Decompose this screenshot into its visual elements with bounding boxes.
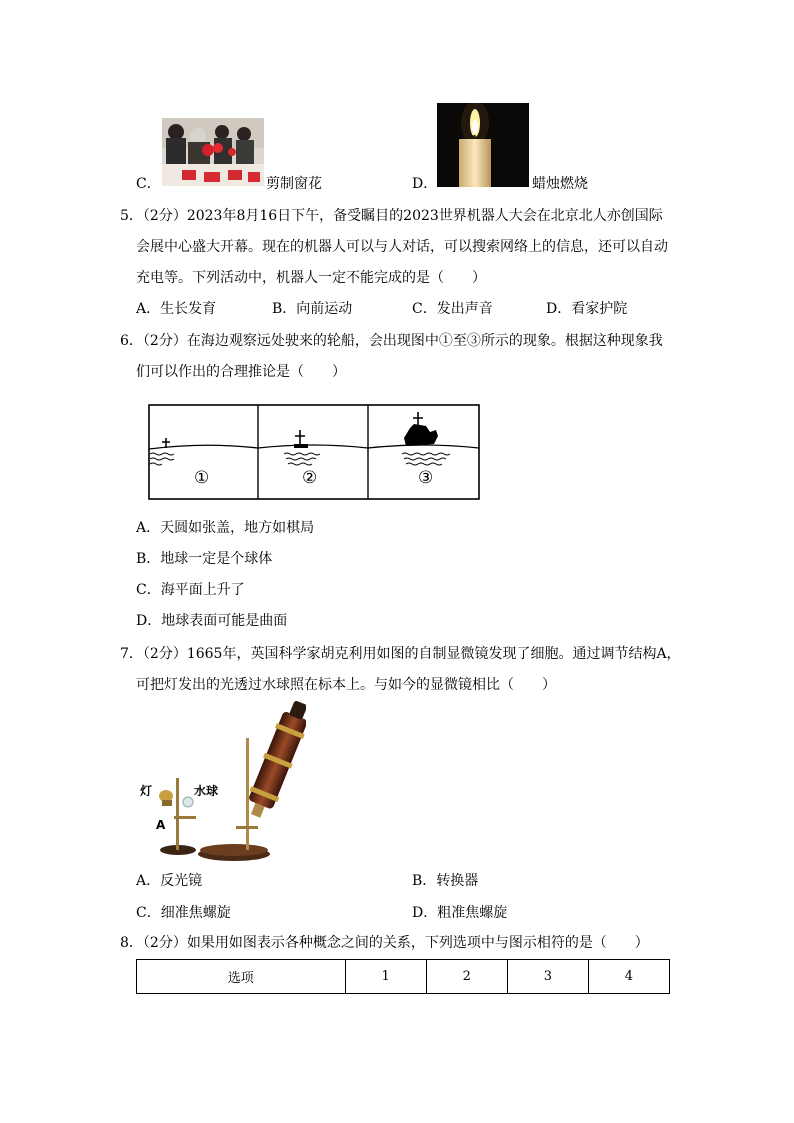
panel-1-label: ① (194, 468, 210, 488)
structure-a-label: A (156, 818, 166, 832)
q7-option-a: A．反光镜 (136, 873, 203, 889)
q4-option-d-text: 蜡烛燃烧 (532, 176, 588, 192)
q7-stem-line-1: 7．（2分）1665年，英国科学家胡克利用如图的自制显微镜发现了细胞。通过调节结构A， (120, 646, 681, 662)
panel-2-label: ② (302, 468, 318, 488)
q7-option-c: C．细准焦螺旋 (136, 905, 231, 921)
q6-option-c: C．海平面上升了 (136, 582, 245, 598)
table-header-cell: 4 (588, 960, 669, 994)
q6-stem-line-1: 6．（2分）在海边观察远处驶来的轮船，会出现图中①至③所示的现象。根据这种现象我 (120, 333, 663, 349)
q4-option-c-letter: C． (136, 176, 161, 192)
burning-candle-photo (437, 103, 529, 187)
q8-stem-line-1: 8．（2分）如果用如图表示各种概念之间的关系，下列选项中与图示相符的是（ ） (120, 935, 649, 951)
q7-option-b: B．转换器 (412, 873, 479, 889)
q6-option-b: B．地球一定是个球体 (136, 551, 273, 567)
table-row (137, 960, 670, 994)
q5-option-a: A．生长发育 (136, 301, 217, 317)
q6-stem-line-2: 们可以作出的合理推论是（ ） (136, 364, 346, 380)
q6-option-a: A．天圆如张盖，地方如棋局 (136, 520, 315, 536)
paper-cutting-photo (162, 118, 264, 186)
q5-option-c: C．发出声音 (412, 301, 493, 317)
q5-stem-line-3: 充电等。下列活动中，机器人一定不能完成的是（ ） (136, 270, 486, 286)
hooke-microscope-figure (136, 698, 306, 864)
water-ball-label: 水球 (194, 784, 219, 798)
table-header-cell: 1 (345, 960, 426, 994)
q5-option-d: D．看家护院 (546, 301, 628, 317)
q4-option-d-letter: D． (412, 176, 438, 192)
q4-option-c-text: 剪制窗花 (266, 176, 322, 192)
ship-horizon-figure (148, 404, 480, 500)
q5-stem-line-2: 会展中心盛大开幕。现在的机器人可以与人对话，可以搜索网络上的信息，还可以自动 (136, 239, 668, 255)
q5-stem-line-1: 5．（2分）2023年8月16日下午，备受瞩目的2023世界机器人大会在北京北人亦创国际 (120, 208, 663, 224)
table-header-cell: 选项 (137, 960, 346, 994)
q7-option-d: D．粗准焦螺旋 (412, 905, 508, 921)
q6-option-d: D．地球表面可能是曲面 (136, 613, 288, 629)
panel-3-label: ③ (418, 468, 434, 488)
q7-stem-line-2: 可把灯发出的光透过水球照在标本上。与如今的显微镜相比（ ） (136, 677, 556, 693)
lamp-label: 灯 (140, 784, 153, 798)
q5-option-b: B．向前运动 (272, 301, 353, 317)
table-header-cell: 2 (426, 960, 507, 994)
q8-options-table (136, 959, 670, 994)
table-header-cell: 3 (507, 960, 588, 994)
